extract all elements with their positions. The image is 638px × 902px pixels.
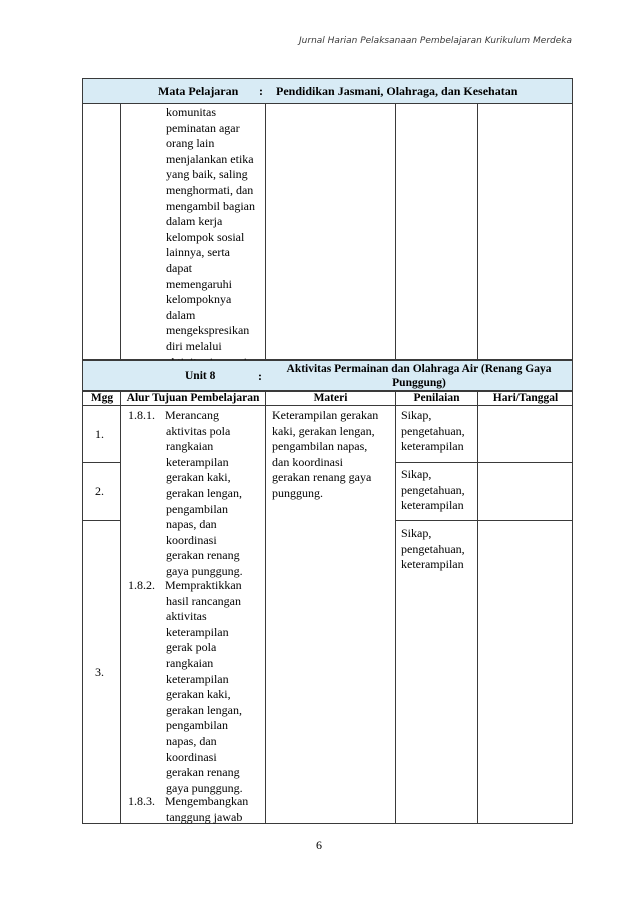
- tp-text-line: napas, dan: [166, 734, 217, 748]
- penilaian-line: pengetahuan,: [401, 482, 465, 497]
- tp-text-line: gaya punggung.: [166, 564, 243, 578]
- tp-text-line: Mempraktikkan: [165, 578, 242, 592]
- tp-text-line: orang lain: [166, 136, 215, 151]
- tp-text-line: gerakan kaki,: [166, 687, 231, 702]
- col-header-atp: Alur Tujuan Pembelajaran: [126, 392, 260, 404]
- tp-code: 1.8.3.: [128, 794, 155, 808]
- penilaian-line: pengetahuan,: [401, 541, 465, 556]
- tp-text-line: kelompok sosial: [166, 229, 245, 244]
- tp-text-line: pengambilan: [166, 501, 228, 516]
- penilaian-line: Sikap,: [401, 526, 432, 540]
- unit-title: [266, 362, 572, 390]
- subject-table: [82, 78, 573, 360]
- week-number: 1.: [95, 427, 104, 441]
- unit-title-line1: Aktivitas Permainan dan Olahraga Air (Renang Gaya: [286, 363, 552, 375]
- subject-label: Mata Pelajaran: [158, 84, 239, 98]
- tp-text-line: gerakan kaki,: [166, 470, 231, 485]
- tp-text-line: tanggung jawab: [166, 809, 243, 824]
- col-header-materi: Materi: [313, 392, 348, 404]
- penilaian-line: keterampilan: [401, 439, 464, 454]
- tp-text-line: komunitas: [166, 105, 216, 119]
- tp-code: 1.8.1.: [128, 408, 155, 422]
- tp-text-line: dapat: [166, 261, 192, 275]
- tp-text-line: gaya punggung.: [166, 780, 243, 795]
- penilaian-line: pengetahuan,: [401, 423, 465, 438]
- materi-line: dan koordinasi: [272, 454, 343, 469]
- tp-text-line: yang baik, saling: [166, 167, 248, 182]
- penilaian-line: keterampilan: [401, 557, 464, 572]
- col-divider: [265, 104, 266, 360]
- tp-text-line: gerakan renang: [166, 765, 240, 780]
- tp-text-line: lainnya, serta: [166, 245, 230, 260]
- col-divider: [265, 391, 266, 824]
- materi-line: punggung.: [272, 486, 323, 500]
- tp-text-line: napas, dan: [166, 517, 217, 532]
- materi-line: pengambilan napas,: [272, 439, 368, 454]
- tp-text-line: memengaruhi: [166, 276, 232, 291]
- col-divider: [120, 104, 121, 360]
- row-divider: [82, 405, 573, 406]
- tp-code: 1.8.2.: [128, 578, 155, 592]
- tp-text-line: kelompoknya: [166, 292, 232, 307]
- tp-text-line: aktivitas pola: [166, 423, 231, 438]
- tp-text-line: menghormati, dan: [166, 183, 254, 197]
- running-header: Jurnal Harian Pelaksanaan Pembelajaran Kurikulum Merdeka: [299, 36, 572, 46]
- penilaian-line: Sikap,: [401, 467, 432, 481]
- week-divider: [82, 462, 120, 463]
- materi-line: kaki, gerakan lengan,: [272, 423, 375, 438]
- unit-title-line2: Punggung): [392, 377, 446, 389]
- penilaian-line: keterampilan: [401, 498, 464, 513]
- tp-text-line: keterampilan: [166, 454, 229, 469]
- tp-text-line: koordinasi: [166, 749, 217, 764]
- materi-line: gerakan renang gaya: [272, 470, 372, 485]
- tp-text-line: gerakan lengan,: [166, 702, 242, 717]
- tp-text-line: menjalankan etika: [166, 151, 254, 166]
- tp-text-line: gerakan lengan,: [166, 486, 242, 500]
- subject-value: Pendidikan Jasmani, Olahraga, dan Kesehatan: [276, 84, 518, 98]
- tp-text-line: dalam kerja: [166, 214, 223, 229]
- week-divider: [82, 520, 120, 521]
- tp-text-line: keterampilan: [166, 624, 229, 639]
- col-divider: [120, 391, 121, 824]
- tp-text-line: mengekspresikan: [166, 323, 250, 338]
- unit-label: Unit 8: [185, 370, 216, 382]
- tp-text-line: pengambilan: [166, 718, 228, 733]
- tp-text-line: gerakan renang: [166, 548, 240, 563]
- col-divider: [395, 391, 396, 824]
- tp-text-line: dalam: [166, 307, 196, 322]
- col-header-penilaian: Penilaian: [413, 392, 460, 404]
- week-divider: [395, 520, 573, 521]
- tp-text-line: rangkaian: [166, 656, 214, 670]
- col-divider: [477, 391, 478, 824]
- penilaian-line: Sikap,: [401, 408, 432, 422]
- col-divider: [395, 104, 396, 360]
- page-number: 6: [316, 838, 322, 852]
- unit-colon: :: [258, 369, 262, 383]
- col-header-hari-tanggal: Hari/Tanggal: [492, 392, 559, 404]
- tp-text-line: keterampilan: [166, 671, 229, 686]
- materi-line: Keterampilan gerakan: [272, 408, 379, 422]
- week-number: 3.: [95, 665, 104, 679]
- subject-colon: :: [259, 84, 263, 98]
- tp-text-line: Mengembangkan: [165, 794, 249, 808]
- tp-text-line: koordinasi: [166, 532, 217, 547]
- col-header-mgg: Mgg: [90, 392, 114, 404]
- tp-text-line: hasil rancangan: [166, 593, 241, 608]
- tp-text-line: Merancang: [165, 408, 219, 422]
- tp-text-line: diri melalui: [166, 339, 222, 353]
- col-divider: [477, 104, 478, 360]
- tp-text-line: aktivitas: [166, 609, 207, 624]
- tp-text-line: peminatan agar: [166, 120, 240, 135]
- tp-text-line: mengambil bagian: [166, 198, 255, 213]
- week-number: 2.: [95, 484, 104, 498]
- week-divider: [395, 462, 573, 463]
- tp-text-line: gerak pola: [166, 640, 217, 655]
- tp-text-line: rangkaian: [166, 439, 214, 454]
